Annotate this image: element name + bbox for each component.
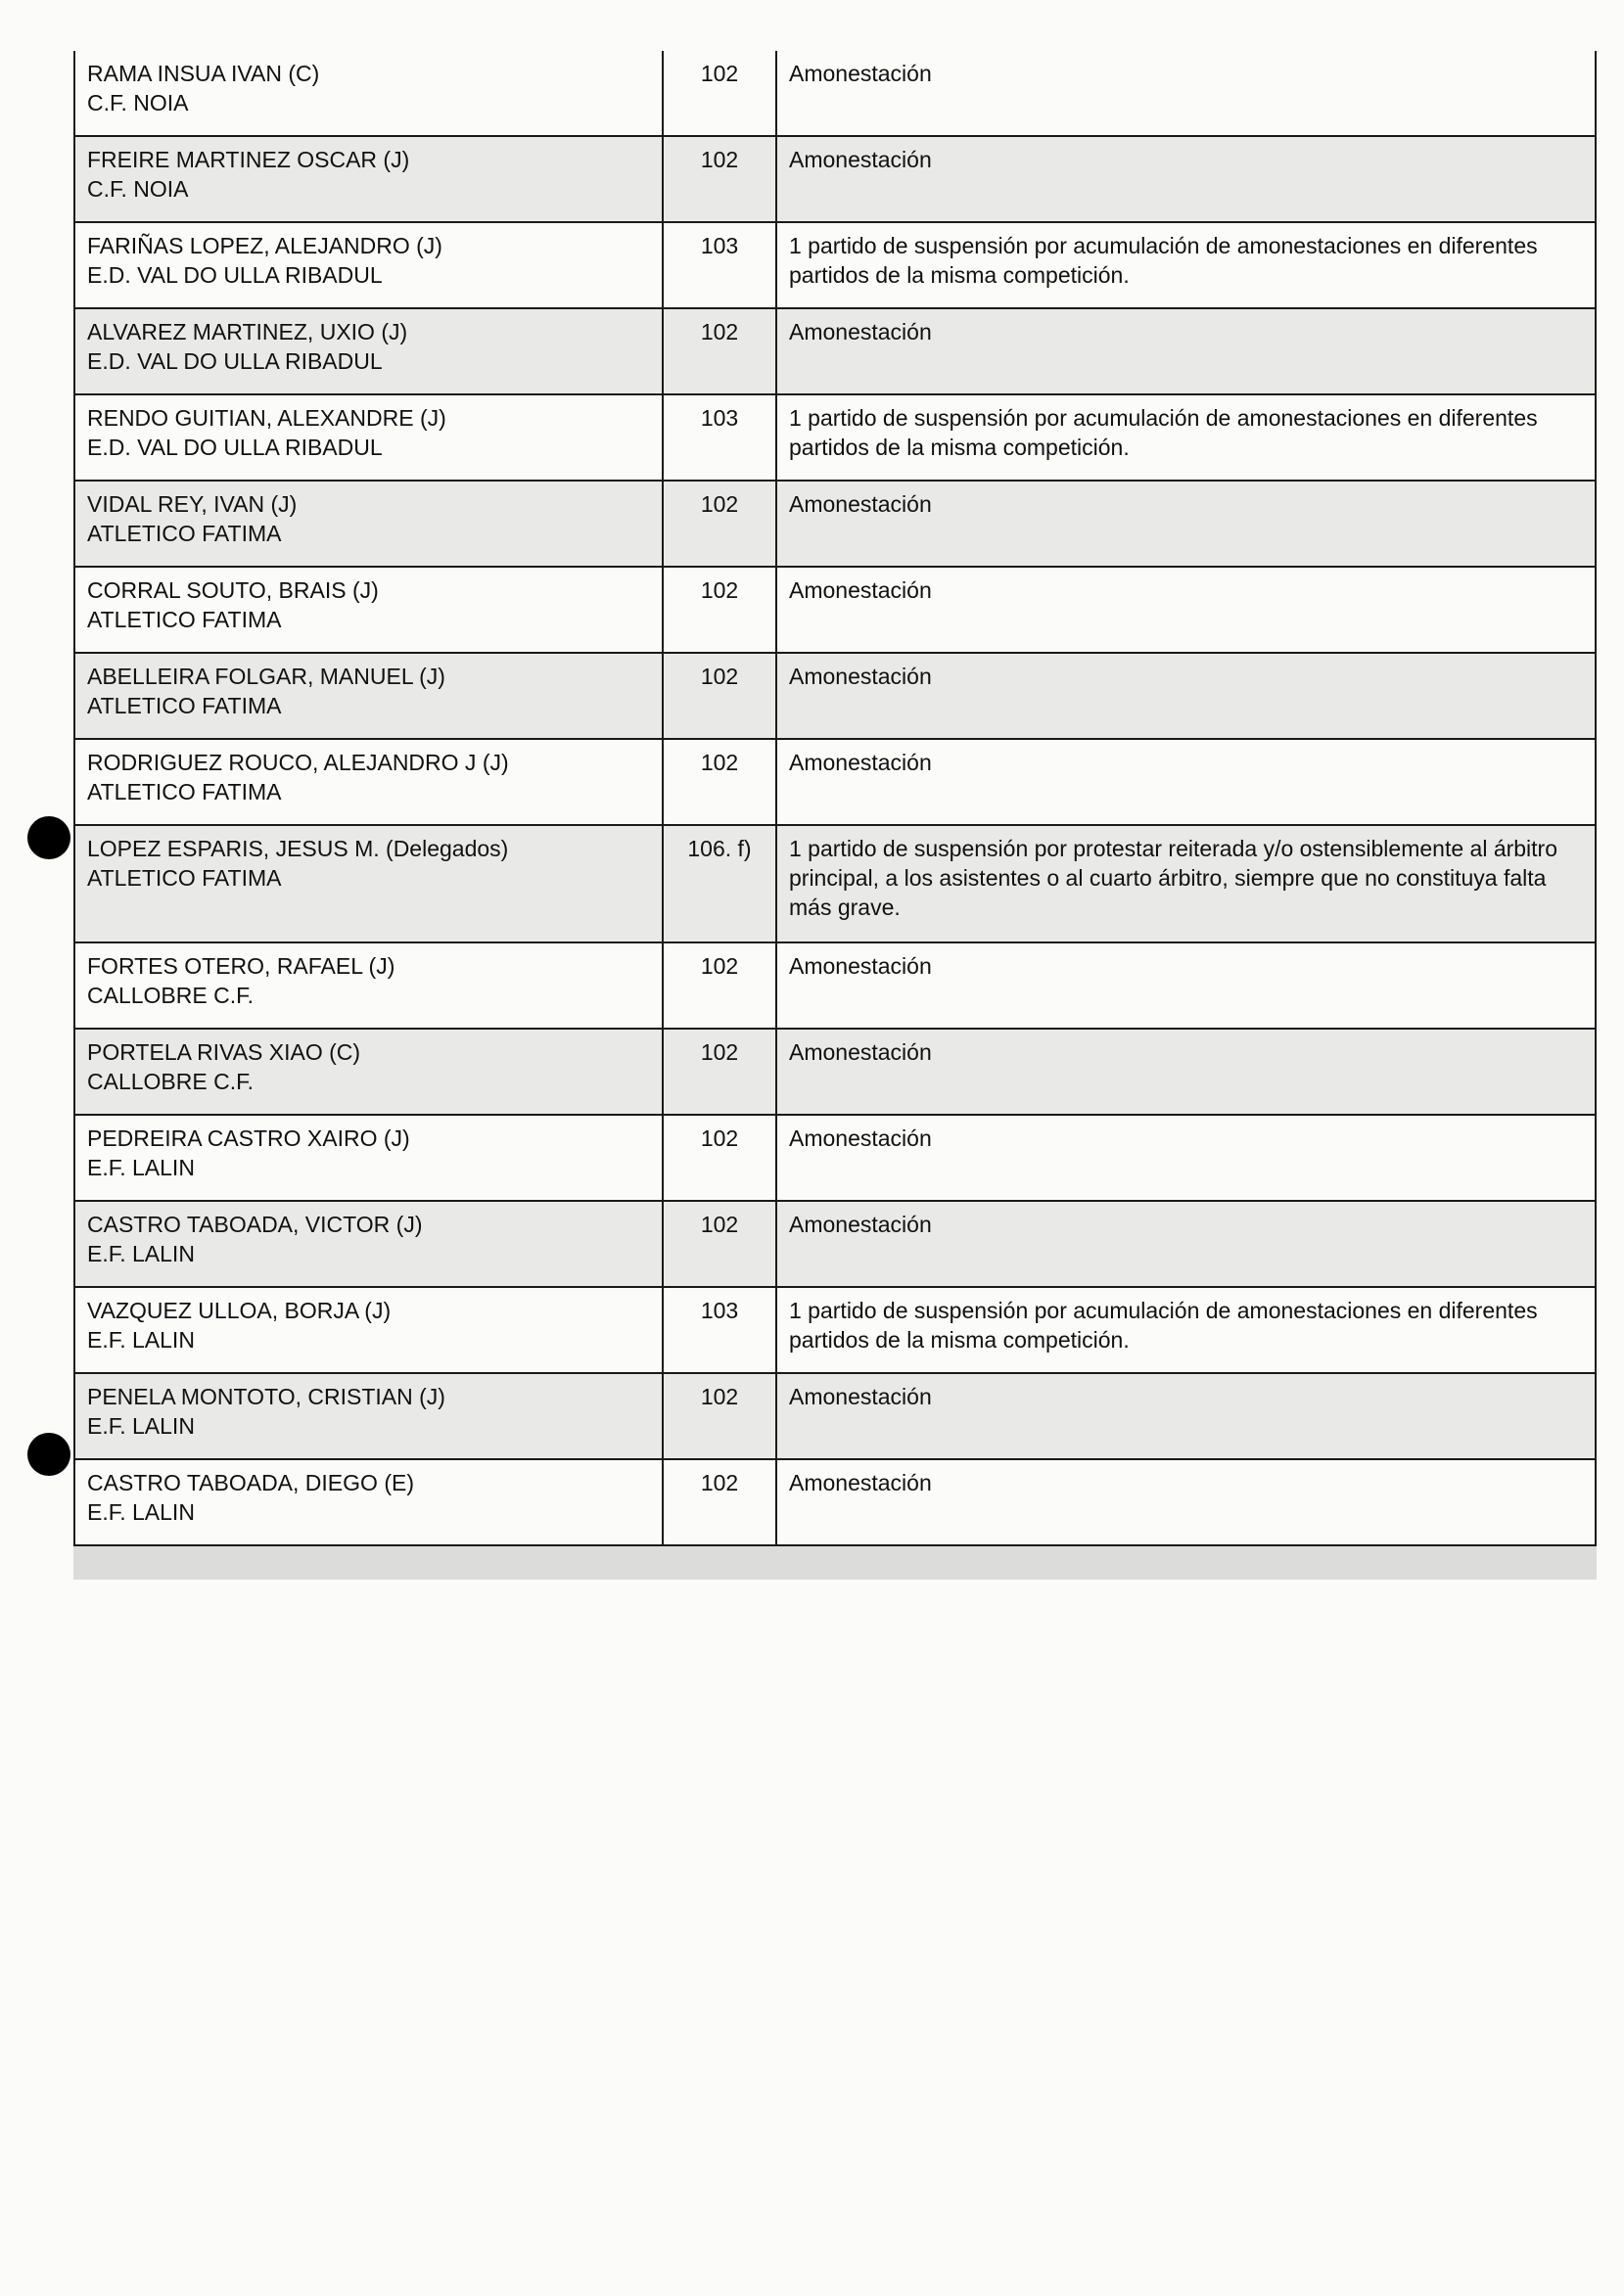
club-name: E.F. LALIN <box>87 1499 195 1525</box>
player-cell <box>74 1201 663 1287</box>
article-cell: 102 <box>663 1029 776 1115</box>
player-name: CASTRO TABOADA, DIEGO (E) <box>87 1470 414 1495</box>
club-name: E.D. VAL DO ULLA RIBADUL <box>87 435 383 460</box>
player-cell <box>74 1373 663 1459</box>
club-name: ATLETICO FATIMA <box>87 693 282 718</box>
club-name: E.D. VAL DO ULLA RIBADUL <box>87 262 383 288</box>
club-name: E.D. VAL DO ULLA RIBADUL <box>87 348 383 374</box>
sanction-cell: Amonestación <box>776 567 1596 653</box>
player-cell <box>74 1287 663 1373</box>
player-cell <box>74 567 663 653</box>
article-cell: 102 <box>663 1459 776 1545</box>
sanctions-sheet <box>73 51 1597 1580</box>
sanction-cell: Amonestación <box>776 653 1596 739</box>
player-cell <box>74 739 663 825</box>
player-name: LOPEZ ESPARIS, JESUS M. (Delegados) <box>87 836 509 861</box>
punch-hole-mark <box>27 816 70 859</box>
sanction-cell: Amonestación <box>776 1201 1596 1287</box>
club-name: ATLETICO FATIMA <box>87 521 282 546</box>
player-cell <box>74 825 663 942</box>
player-name: PEDREIRA CASTRO XAIRO (J) <box>87 1125 410 1151</box>
article-cell: 103 <box>663 394 776 481</box>
article-cell: 103 <box>663 222 776 308</box>
sanctions-table <box>73 51 1597 1546</box>
table-row <box>74 51 1596 136</box>
club-name: E.F. LALIN <box>87 1327 195 1353</box>
article-cell: 102 <box>663 1115 776 1201</box>
player-name: PENELA MONTOTO, CRISTIAN (J) <box>87 1384 445 1409</box>
article-cell: 102 <box>663 567 776 653</box>
player-cell <box>74 942 663 1029</box>
sanction-cell: 1 partido de suspensión por acumulación de amonestaciones en diferentes partidos de la misma competición. <box>776 1287 1596 1373</box>
player-name: FREIRE MARTINEZ OSCAR (J) <box>87 147 410 172</box>
table-row <box>74 1287 1596 1373</box>
table-row <box>74 1373 1596 1459</box>
table-row <box>74 942 1596 1029</box>
punch-hole-mark <box>27 1433 70 1476</box>
sanction-cell: Amonestación <box>776 308 1596 394</box>
table-row <box>74 1201 1596 1287</box>
club-name: E.F. LALIN <box>87 1241 195 1266</box>
club-name: CALLOBRE C.F. <box>87 1069 254 1094</box>
article-cell: 102 <box>663 308 776 394</box>
player-cell <box>74 136 663 222</box>
sanctions-table-body <box>74 51 1596 1545</box>
sanction-cell: Amonestación <box>776 739 1596 825</box>
club-name: ATLETICO FATIMA <box>87 779 282 804</box>
player-name: VAZQUEZ ULLOA, BORJA (J) <box>87 1298 392 1323</box>
table-row <box>74 222 1596 308</box>
sanction-cell: 1 partido de suspensión por acumulación de amonestaciones en diferentes partidos de la misma competición. <box>776 222 1596 308</box>
player-cell <box>74 653 663 739</box>
article-cell: 102 <box>663 1373 776 1459</box>
article-cell: 102 <box>663 1201 776 1287</box>
article-cell: 102 <box>663 739 776 825</box>
player-name: ABELLEIRA FOLGAR, MANUEL (J) <box>87 664 445 689</box>
sanction-cell: Amonestación <box>776 51 1596 136</box>
sanction-cell: Amonestación <box>776 1115 1596 1201</box>
player-name: CASTRO TABOADA, VICTOR (J) <box>87 1212 423 1237</box>
sanction-cell: 1 partido de suspensión por acumulación de amonestaciones en diferentes partidos de la misma competición. <box>776 394 1596 481</box>
player-cell <box>74 222 663 308</box>
club-name: E.F. LALIN <box>87 1413 195 1439</box>
table-row <box>74 1029 1596 1115</box>
club-name: CALLOBRE C.F. <box>87 983 254 1008</box>
article-cell: 102 <box>663 136 776 222</box>
sanction-cell: Amonestación <box>776 1373 1596 1459</box>
table-row <box>74 481 1596 567</box>
sanction-cell: Amonestación <box>776 942 1596 1029</box>
player-name: PORTELA RIVAS XIAO (C) <box>87 1039 361 1065</box>
player-name: ALVAREZ MARTINEZ, UXIO (J) <box>87 319 408 344</box>
player-cell <box>74 481 663 567</box>
table-row <box>74 1459 1596 1545</box>
player-name: FORTES OTERO, RAFAEL (J) <box>87 953 395 979</box>
footer-shade-band <box>73 1546 1597 1580</box>
player-cell <box>74 1115 663 1201</box>
player-cell <box>74 1029 663 1115</box>
article-cell: 102 <box>663 942 776 1029</box>
table-row <box>74 739 1596 825</box>
article-cell: 106. f) <box>663 825 776 942</box>
table-row <box>74 308 1596 394</box>
table-row <box>74 825 1596 942</box>
table-row <box>74 136 1596 222</box>
player-name: RODRIGUEZ ROUCO, ALEJANDRO J (J) <box>87 750 509 775</box>
player-cell <box>74 1459 663 1545</box>
sanction-cell: Amonestación <box>776 1459 1596 1545</box>
club-name: ATLETICO FATIMA <box>87 865 282 891</box>
table-row <box>74 567 1596 653</box>
player-cell <box>74 51 663 136</box>
article-cell: 102 <box>663 51 776 136</box>
sanction-cell: Amonestación <box>776 481 1596 567</box>
sanction-cell: Amonestación <box>776 136 1596 222</box>
sanction-cell: Amonestación <box>776 1029 1596 1115</box>
club-name: E.F. LALIN <box>87 1155 195 1180</box>
player-name: FARIÑAS LOPEZ, ALEJANDRO (J) <box>87 233 442 258</box>
table-row <box>74 653 1596 739</box>
article-cell: 102 <box>663 481 776 567</box>
player-name: RENDO GUITIAN, ALEXANDRE (J) <box>87 405 446 431</box>
player-cell <box>74 394 663 481</box>
club-name: C.F. NOIA <box>87 176 189 202</box>
club-name: C.F. NOIA <box>87 90 189 115</box>
table-row <box>74 394 1596 481</box>
article-cell: 102 <box>663 653 776 739</box>
player-name: RAMA INSUA IVAN (C) <box>87 61 320 86</box>
player-name: VIDAL REY, IVAN (J) <box>87 491 298 517</box>
player-name: CORRAL SOUTO, BRAIS (J) <box>87 577 379 603</box>
article-cell: 103 <box>663 1287 776 1373</box>
sanction-cell: 1 partido de suspensión por protestar reiterada y/o ostensiblemente al árbitro principal, a los asistentes o al cuarto árbitro, siempre que no constituya falta más grave. <box>776 825 1596 942</box>
player-cell <box>74 308 663 394</box>
club-name: ATLETICO FATIMA <box>87 607 282 632</box>
table-row <box>74 1115 1596 1201</box>
